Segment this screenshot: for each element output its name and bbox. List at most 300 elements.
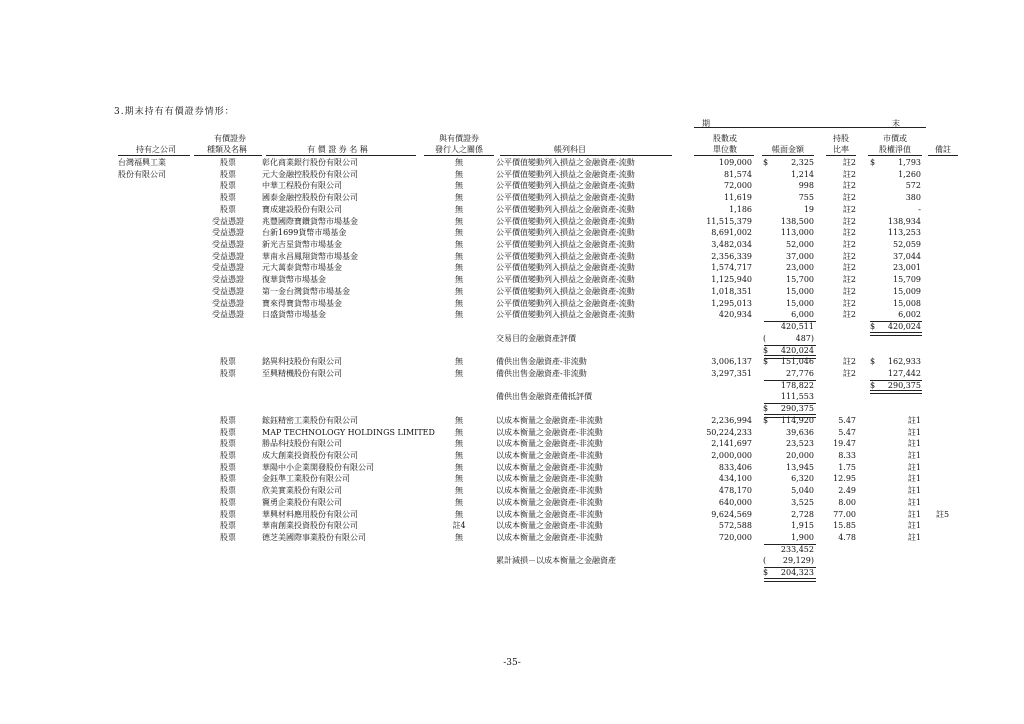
cell-book: 39,636 bbox=[786, 427, 814, 437]
table-row bbox=[0, 345, 1024, 357]
table-row bbox=[0, 497, 1024, 509]
cell-ratio: 19.47 bbox=[833, 439, 856, 449]
cell-shares: 109,000 bbox=[718, 158, 752, 167]
cell-acct: 備供出售金融資產-非流動 bbox=[496, 357, 587, 367]
cell-shares: 478,170 bbox=[718, 486, 752, 496]
cell-book: 15,000 bbox=[786, 286, 814, 296]
cell-market: 註1 bbox=[907, 497, 921, 507]
cell-type: 股票 bbox=[220, 169, 236, 179]
cell-type: 股票 bbox=[220, 415, 236, 425]
header-security-name: 有 價 證 券 名 稱 bbox=[307, 145, 368, 154]
cell-shares: 2,236,994 bbox=[711, 415, 752, 425]
cell-book: 111,553 bbox=[780, 392, 814, 402]
cell-name: 台新1699貨幣市場基金 bbox=[262, 228, 347, 238]
cell-acct: 公平價值變動列入損益之金融資產-流動 bbox=[496, 158, 635, 167]
cell-name: MAP TECHNOLOGY HOLDINGS LIMITED bbox=[262, 427, 435, 437]
cell-market: 23,001 bbox=[893, 263, 921, 273]
cell-book: 13,945 bbox=[786, 462, 814, 472]
cell-book: 151,046 bbox=[780, 357, 814, 367]
underline bbox=[764, 321, 816, 322]
cell-book: 420,511 bbox=[780, 322, 814, 332]
table-row bbox=[0, 450, 1024, 462]
header-holder: 持有之公司 bbox=[136, 145, 176, 154]
cell-acct: 以成本衡量之金融資產-非流動 bbox=[496, 474, 603, 484]
cell-book: 52,000 bbox=[786, 240, 814, 250]
header-type-1: 有價證券 bbox=[214, 134, 246, 143]
table-row bbox=[0, 239, 1024, 251]
cell-market: 註1 bbox=[907, 486, 921, 496]
header-market-2: 股權淨值 bbox=[879, 145, 911, 154]
cell-book: 487) bbox=[795, 333, 814, 343]
cell-market: 註1 bbox=[907, 415, 921, 425]
cell-ratio: 註2 bbox=[842, 357, 856, 367]
cell-ratio: 註2 bbox=[842, 169, 856, 179]
double-underline bbox=[870, 332, 922, 336]
header-relation-1: 與有價證券 bbox=[439, 134, 479, 143]
cell-name: 元大萬泰貨幣市場基金 bbox=[262, 263, 342, 273]
cell-market: 1,260 bbox=[898, 169, 921, 179]
cell-acct: 以成本衡量之金融資產-非流動 bbox=[496, 521, 603, 531]
cell-book: 233,452 bbox=[780, 544, 814, 554]
cell-name: 鋐鈺精密工業股份有限公司 bbox=[262, 415, 358, 425]
underline bbox=[764, 567, 816, 568]
cell-shares: 2,000,000 bbox=[711, 450, 752, 460]
cell-acct: 備供出售金融資產備抵評價 bbox=[496, 392, 592, 402]
cell-ratio: 2.49 bbox=[838, 486, 856, 496]
cell-book: 998 bbox=[798, 181, 814, 191]
cell-ratio: 註2 bbox=[842, 240, 856, 250]
cell-shares: 3,297,351 bbox=[711, 368, 752, 378]
table-row bbox=[0, 180, 1024, 192]
cell-market: 15,709 bbox=[893, 275, 921, 285]
cell-ratio: 77.00 bbox=[833, 509, 856, 519]
underline bbox=[764, 380, 816, 381]
cell-book: 23,000 bbox=[786, 263, 814, 273]
page-number: -35- bbox=[503, 658, 521, 668]
cell-book: 2,325 bbox=[791, 158, 814, 167]
cell-shares: 11,619 bbox=[724, 193, 752, 203]
cell-rel: 無 bbox=[455, 357, 463, 367]
cell-type: 股票 bbox=[220, 439, 236, 449]
cell-shares: 81,574 bbox=[724, 169, 752, 179]
double-underline bbox=[764, 414, 816, 418]
cell-type: 股票 bbox=[220, 486, 236, 496]
table-row bbox=[0, 169, 1024, 181]
table-row bbox=[0, 157, 1024, 169]
cell-market: 6,002 bbox=[898, 310, 921, 320]
cell-name: 第一金台灣貨幣市場基金 bbox=[262, 286, 350, 296]
cell-market: 420,024 bbox=[887, 322, 921, 332]
cell-name: 成大創業投資股份有限公司 bbox=[262, 450, 358, 460]
cell-ratio: 註2 bbox=[842, 310, 856, 320]
cell-ratio: 註2 bbox=[842, 368, 856, 378]
cell-book: 6,000 bbox=[791, 310, 814, 320]
cell-acct: 公平價值變動列入損益之金融資產-流動 bbox=[496, 193, 635, 203]
cell-type: 受益憑證 bbox=[212, 286, 244, 296]
cell-type: 受益憑證 bbox=[212, 263, 244, 273]
cell-acct: 公平價值變動列入損益之金融資產-流動 bbox=[496, 263, 635, 273]
cell-dollar: ( bbox=[763, 556, 767, 566]
table-row bbox=[0, 567, 1024, 579]
cell-acct: 公平價值變動列入損益之金融資產-流動 bbox=[496, 286, 635, 296]
header-rule-type bbox=[194, 155, 262, 156]
cell-rel: 無 bbox=[455, 193, 463, 203]
cell-mdollar: $ bbox=[870, 380, 876, 390]
cell-shares: 1,295,013 bbox=[711, 298, 752, 308]
cell-dollar: ( bbox=[763, 333, 767, 343]
cell-ratio: 註2 bbox=[842, 158, 856, 167]
cell-type: 受益憑證 bbox=[212, 310, 244, 320]
cell-acct: 公平價值變動列入損益之金融資產-流動 bbox=[496, 204, 635, 214]
table-row bbox=[0, 462, 1024, 474]
header-rule-holder bbox=[118, 155, 190, 156]
cell-rel: 無 bbox=[455, 462, 463, 472]
cell-market: - bbox=[918, 204, 921, 214]
cell-rel: 無 bbox=[455, 228, 463, 238]
cell-acct: 以成本衡量之金融資產-非流動 bbox=[496, 439, 603, 449]
cell-acct: 以成本衡量之金融資產-非流動 bbox=[496, 486, 603, 496]
cell-ratio: 5.47 bbox=[838, 427, 856, 437]
cell-book: 5,040 bbox=[791, 486, 814, 496]
cell-ratio: 1.75 bbox=[838, 462, 856, 472]
cell-name: 中華工程股份有限公司 bbox=[262, 181, 342, 191]
cell-acct: 以成本衡量之金融資產-非流動 bbox=[496, 427, 603, 437]
cell-type: 股票 bbox=[220, 474, 236, 484]
table-row bbox=[0, 227, 1024, 239]
cell-market: 380 bbox=[905, 193, 921, 203]
cell-type: 受益憑證 bbox=[212, 240, 244, 250]
cell-shares: 434,100 bbox=[718, 474, 752, 484]
cell-acct: 以成本衡量之金融資產-非流動 bbox=[496, 509, 603, 519]
table-row bbox=[0, 520, 1024, 532]
cell-ratio: 15.85 bbox=[833, 521, 856, 531]
cell-type: 股票 bbox=[220, 368, 236, 378]
cell-rel: 無 bbox=[455, 181, 463, 191]
cell-rel: 無 bbox=[455, 450, 463, 460]
cell-book: 113,000 bbox=[780, 228, 814, 238]
cell-rel: 無 bbox=[455, 216, 463, 226]
header-shares-1: 股數或 bbox=[713, 134, 737, 143]
cell-name: 復華貨幣市場基金 bbox=[262, 275, 326, 285]
header-rule-account bbox=[500, 155, 672, 156]
header-type-2: 種類及名稱 bbox=[207, 145, 247, 154]
cell-shares: 2,141,697 bbox=[711, 439, 752, 449]
cell-holder: 股份有限公司 bbox=[118, 169, 166, 179]
cell-ratio: 12.95 bbox=[833, 474, 856, 484]
cell-rel: 無 bbox=[455, 240, 463, 250]
cell-name: 德芝美國際事業股份有限公司 bbox=[262, 533, 366, 542]
cell-rel: 無 bbox=[455, 486, 463, 496]
cell-shares: 11,515,379 bbox=[706, 216, 752, 226]
cell-market: 註1 bbox=[907, 450, 921, 460]
cell-name: 兆豐國際寶鑽貨幣市場基金 bbox=[262, 216, 358, 226]
cell-book: 204,323 bbox=[780, 568, 814, 578]
cell-shares: 1,125,940 bbox=[711, 275, 752, 285]
cell-book: 37,000 bbox=[786, 251, 814, 261]
header-ratio-2: 比率 bbox=[833, 145, 849, 154]
table-row bbox=[0, 438, 1024, 450]
cell-name: 竇勇企業股份有限公司 bbox=[262, 497, 342, 507]
cell-book: 29,129) bbox=[782, 556, 814, 566]
cell-type: 股票 bbox=[220, 521, 236, 531]
table-row bbox=[0, 216, 1024, 228]
table-row bbox=[0, 368, 1024, 380]
cell-book: 15,000 bbox=[786, 298, 814, 308]
cell-name: 寶成建設股份有限公司 bbox=[262, 204, 342, 214]
cell-ratio: 註2 bbox=[842, 204, 856, 214]
cell-ratio: 註2 bbox=[842, 298, 856, 308]
cell-ratio: 註2 bbox=[842, 181, 856, 191]
header-relation-2: 發行人之關係 bbox=[435, 145, 483, 154]
underline bbox=[870, 321, 922, 322]
header-rule-market bbox=[868, 155, 922, 156]
cell-name: 國泰金融控股股份有限公司 bbox=[262, 193, 358, 203]
table-row bbox=[0, 309, 1024, 321]
cell-note: 註5 bbox=[936, 509, 950, 519]
cell-dollar: $ bbox=[763, 357, 769, 367]
cell-ratio: 註2 bbox=[842, 251, 856, 261]
cell-acct: 以成本衡量之金融資產-非流動 bbox=[496, 462, 603, 472]
cell-market: 註1 bbox=[907, 474, 921, 484]
cell-ratio: 8.00 bbox=[838, 497, 856, 507]
table-row bbox=[0, 286, 1024, 298]
cell-market: 15,009 bbox=[893, 286, 921, 296]
cell-ratio: 8.33 bbox=[838, 450, 856, 460]
cell-type: 股票 bbox=[220, 462, 236, 472]
header-rule-name bbox=[266, 155, 416, 156]
table-row bbox=[0, 403, 1024, 415]
cell-book: 2,728 bbox=[791, 509, 814, 519]
cell-name: 華陽中小企業開發股份有限公司 bbox=[262, 462, 374, 472]
cell-acct: 公平價值變動列入損益之金融資產-流動 bbox=[496, 310, 635, 320]
cell-rel: 無 bbox=[455, 158, 463, 167]
double-underline bbox=[764, 578, 816, 582]
cell-name: 華興材料應用股份有限公司 bbox=[262, 509, 358, 519]
cell-book: 15,700 bbox=[786, 275, 814, 285]
cell-shares: 572,588 bbox=[718, 521, 752, 531]
cell-book: 420,024 bbox=[780, 345, 814, 355]
cell-market: 138,934 bbox=[887, 216, 921, 226]
cell-market: 註1 bbox=[907, 427, 921, 437]
cell-shares: 640,000 bbox=[718, 497, 752, 507]
cell-rel: 無 bbox=[455, 275, 463, 285]
header-market-1: 市價或 bbox=[883, 134, 907, 143]
cell-rel: 無 bbox=[455, 509, 463, 519]
securities-table bbox=[0, 157, 1024, 579]
cell-dollar: $ bbox=[763, 345, 769, 355]
cell-market: 572 bbox=[905, 181, 921, 191]
cell-acct: 公平價值變動列入損益之金融資產-流動 bbox=[496, 228, 635, 238]
cell-shares: 420,934 bbox=[718, 310, 752, 320]
table-row bbox=[0, 298, 1024, 310]
cell-shares: 3,482,034 bbox=[711, 240, 752, 250]
cell-shares: 1,186 bbox=[729, 204, 752, 214]
cell-type: 受益憑證 bbox=[212, 251, 244, 261]
cell-market: 註1 bbox=[907, 462, 921, 472]
header-shares-2: 單位數 bbox=[713, 145, 737, 154]
cell-rel: 無 bbox=[455, 286, 463, 296]
cell-book: 23,523 bbox=[786, 439, 814, 449]
cell-ratio: 註2 bbox=[842, 263, 856, 273]
cell-name: 彰化商業銀行股份有限公司 bbox=[262, 158, 358, 167]
cell-market: 37,044 bbox=[893, 251, 921, 261]
cell-book: 1,900 bbox=[791, 533, 814, 542]
cell-acct: 以成本衡量之金融資產-非流動 bbox=[496, 533, 603, 542]
cell-name: 華南創業投資股份有限公司 bbox=[262, 521, 358, 531]
cell-acct: 以成本衡量之金融資產-非流動 bbox=[496, 497, 603, 507]
header-rule-relation bbox=[424, 155, 494, 156]
cell-dollar: $ bbox=[763, 158, 769, 167]
cell-book: 19 bbox=[803, 204, 814, 214]
cell-acct: 公平價值變動列入損益之金融資產-流動 bbox=[496, 181, 635, 191]
cell-acct: 累計減損－以成本衡量之金融資產 bbox=[496, 556, 616, 566]
cell-type: 股票 bbox=[220, 204, 236, 214]
cell-type: 股票 bbox=[220, 357, 236, 367]
underline bbox=[764, 544, 816, 545]
cell-shares: 8,691,002 bbox=[711, 228, 752, 238]
cell-type: 股票 bbox=[220, 193, 236, 203]
cell-market: 註1 bbox=[907, 521, 921, 531]
cell-type: 股票 bbox=[220, 427, 236, 437]
cell-rel: 無 bbox=[455, 368, 463, 378]
cell-market: 127,442 bbox=[887, 368, 921, 378]
cell-acct: 公平價值變動列入損益之金融資產-流動 bbox=[496, 275, 635, 285]
cell-mdollar: $ bbox=[870, 357, 876, 367]
header-period: 期 bbox=[702, 119, 710, 128]
table-row bbox=[0, 544, 1024, 556]
cell-dollar: $ bbox=[763, 415, 769, 425]
cell-book: 290,375 bbox=[780, 404, 814, 414]
cell-rel: 註4 bbox=[452, 521, 466, 531]
table-row bbox=[0, 415, 1024, 427]
cell-rel: 無 bbox=[455, 204, 463, 214]
cell-acct: 公平價值變動列入損益之金融資產-流動 bbox=[496, 298, 635, 308]
cell-name: 金鈺準工業股份有限公司 bbox=[262, 474, 350, 484]
cell-market: 註1 bbox=[907, 439, 921, 449]
cell-book: 755 bbox=[798, 193, 814, 203]
header-rule-book bbox=[762, 155, 814, 156]
cell-acct: 公平價值變動列入損益之金融資產-流動 bbox=[496, 169, 635, 179]
cell-book: 6,320 bbox=[791, 474, 814, 484]
cell-rel: 無 bbox=[455, 415, 463, 425]
cell-name: 寶來得寶貨幣市場基金 bbox=[262, 298, 342, 308]
cell-ratio: 註2 bbox=[842, 216, 856, 226]
table-row bbox=[0, 274, 1024, 286]
cell-dollar: $ bbox=[763, 568, 769, 578]
cell-rel: 無 bbox=[455, 427, 463, 437]
header-ratio-1: 持股 bbox=[833, 134, 849, 143]
cell-shares: 2,356,339 bbox=[711, 251, 752, 261]
table-row bbox=[0, 509, 1024, 521]
cell-book: 1,915 bbox=[791, 521, 814, 531]
cell-book: 1,214 bbox=[791, 169, 814, 179]
cell-name: 欣美實業股份有限公司 bbox=[262, 486, 342, 496]
cell-type: 股票 bbox=[220, 158, 236, 167]
cell-shares: 9,624,569 bbox=[711, 509, 752, 519]
underline bbox=[764, 403, 816, 404]
cell-name: 至興精機股份有限公司 bbox=[262, 368, 342, 378]
cell-acct: 以成本衡量之金融資產-非流動 bbox=[496, 450, 603, 460]
cell-market: 162,933 bbox=[887, 357, 921, 367]
cell-shares: 50,224,233 bbox=[706, 427, 752, 437]
header-book-value: 帳面金額 bbox=[772, 145, 804, 154]
table-row bbox=[0, 262, 1024, 274]
cell-book: 27,776 bbox=[786, 368, 814, 378]
table-row bbox=[0, 555, 1024, 567]
cell-shares: 1,018,351 bbox=[711, 286, 752, 296]
cell-ratio: 註2 bbox=[842, 228, 856, 238]
header-period-end: 末 bbox=[892, 119, 900, 128]
cell-book: 114,920 bbox=[780, 415, 814, 425]
cell-shares: 833,406 bbox=[718, 462, 752, 472]
cell-acct: 備供出售金融資產-非流動 bbox=[496, 368, 587, 378]
cell-type: 受益憑證 bbox=[212, 216, 244, 226]
underline bbox=[764, 345, 816, 346]
cell-acct: 以成本衡量之金融資產-非流動 bbox=[496, 415, 603, 425]
cell-type: 股票 bbox=[220, 497, 236, 507]
period-rule bbox=[694, 127, 926, 128]
cell-rel: 無 bbox=[455, 251, 463, 261]
cell-market: 註1 bbox=[907, 509, 921, 519]
cell-ratio: 註2 bbox=[842, 286, 856, 296]
cell-name: 銘異科技股份有限公司 bbox=[262, 357, 342, 367]
cell-acct: 交易目的金融資產評價 bbox=[496, 333, 576, 343]
header-rule-ratio bbox=[826, 155, 856, 156]
cell-shares: 720,000 bbox=[718, 533, 752, 542]
header-account: 帳列科目 bbox=[554, 145, 586, 154]
cell-book: 178,822 bbox=[780, 380, 814, 390]
cell-acct: 公平價值變動列入損益之金融資產-流動 bbox=[496, 240, 635, 250]
cell-market: 1,793 bbox=[898, 158, 921, 167]
table-row bbox=[0, 485, 1024, 497]
cell-rel: 無 bbox=[455, 169, 463, 179]
cell-ratio: 註2 bbox=[842, 275, 856, 285]
cell-name: 日盛貨幣市場基金 bbox=[262, 310, 326, 320]
cell-holder: 台灣福興工業 bbox=[118, 158, 166, 167]
header-rule-shares bbox=[694, 155, 754, 156]
table-row bbox=[0, 473, 1024, 485]
cell-type: 股票 bbox=[220, 533, 236, 542]
cell-name: 新光吉星貨幣市場基金 bbox=[262, 240, 342, 250]
table-row bbox=[0, 204, 1024, 216]
cell-ratio: 4.78 bbox=[838, 533, 856, 542]
header-rule-note bbox=[928, 155, 958, 156]
cell-market: 290,375 bbox=[887, 380, 921, 390]
double-underline bbox=[764, 355, 816, 359]
cell-ratio: 註2 bbox=[842, 193, 856, 203]
cell-market: 113,253 bbox=[887, 228, 921, 238]
cell-type: 股票 bbox=[220, 509, 236, 519]
cell-type: 股票 bbox=[220, 181, 236, 191]
cell-shares: 1,574,717 bbox=[711, 263, 752, 273]
cell-market: 52,059 bbox=[893, 240, 921, 250]
double-underline bbox=[870, 390, 922, 394]
table-row bbox=[0, 192, 1024, 204]
cell-type: 受益憑證 bbox=[212, 275, 244, 285]
cell-market: 15,008 bbox=[893, 298, 921, 308]
cell-book: 138,500 bbox=[780, 216, 814, 226]
cell-type: 受益憑證 bbox=[212, 228, 244, 238]
cell-acct: 公平價值變動列入損益之金融資產-流動 bbox=[496, 216, 635, 226]
section-title: 3.期末持有有價證券情形： bbox=[114, 107, 235, 117]
cell-shares: 3,006,137 bbox=[711, 357, 752, 367]
cell-acct: 公平價值變動列入損益之金融資產-流動 bbox=[496, 251, 635, 261]
cell-dollar: $ bbox=[763, 404, 769, 414]
table-row bbox=[0, 532, 1024, 544]
cell-rel: 無 bbox=[455, 310, 463, 320]
cell-rel: 無 bbox=[455, 298, 463, 308]
table-row bbox=[0, 427, 1024, 439]
